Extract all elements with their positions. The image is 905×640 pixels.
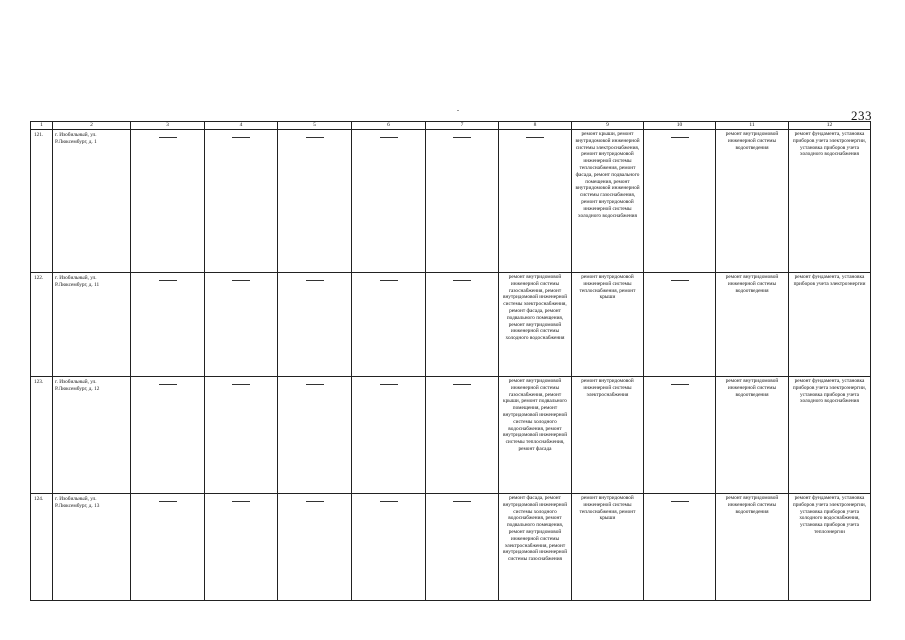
empty-cell-dash — [131, 130, 205, 273]
work-list-col9: ремонт внутридомовой инженерной системы электроснабжения — [572, 377, 644, 494]
empty-cell-dash — [278, 494, 352, 601]
empty-cell-dash — [352, 273, 426, 377]
empty-cell-dash — [644, 130, 716, 273]
empty-cell-dash — [278, 377, 352, 494]
empty-cell-dash — [426, 273, 499, 377]
empty-cell-dash — [205, 377, 278, 494]
empty-cell-dash — [352, 130, 426, 273]
work-list-col12: ремонт фундамента, установка приборов учета электроэнергии, установка приборов учета холодного водоснабжения — [789, 377, 871, 494]
empty-cell-dash — [131, 494, 205, 601]
work-list-col11: ремонт внутридомовой инженерной системы водоотведения — [716, 377, 789, 494]
row-number: 122. — [31, 273, 53, 377]
empty-cell-dash — [644, 273, 716, 377]
work-list-col9: ремонт крыши, ремонт внутридомовой инженерной системы электроснабжения, ремонт внутридомовой инженерной системы теплоснабжения, ремонт фасада, ремонт подвального помещения, ремонт внутридомовой инженерной системы газоснабжения, ремонт внутридомовой инженерной системы холодного водоснабжения — [572, 130, 644, 273]
col-header-6: 6 — [352, 122, 426, 130]
table-row — [31, 130, 871, 273]
empty-cell-dash — [426, 130, 499, 273]
work-list-col11: ремонт внутридомовой инженерной системы водоотведения — [716, 130, 789, 273]
table-row — [31, 377, 871, 494]
col-header-1: 1 — [31, 122, 53, 130]
empty-cell-dash — [644, 377, 716, 494]
repair-registry-table — [30, 121, 871, 601]
empty-cell-dash — [131, 273, 205, 377]
col-header-11: 11 — [716, 122, 789, 130]
empty-cell-dash — [205, 273, 278, 377]
work-list-col9: ремонт внутридомовой инженерной системы теплоснабжения, ремонт крыши — [572, 273, 644, 377]
work-list-col11: ремонт внутридомовой инженерной системы водоотведения — [716, 494, 789, 601]
empty-cell-dash — [278, 130, 352, 273]
page-number: 233 — [851, 108, 872, 123]
work-list-col12: ремонт фундамента, установка приборов учета электроэнергии — [789, 273, 871, 377]
col-header-5: 5 — [278, 122, 352, 130]
row-address: г. Изобильный, ул. Р.Люксембург, д. 11 — [53, 273, 131, 377]
header-row — [31, 122, 871, 130]
row-number: 121. — [31, 130, 53, 273]
col-header-12: 12 — [789, 122, 871, 130]
work-list-col12: ремонт фундамента, установка приборов учета электроэнергии, установка приборов учета холодного водоснабжения — [789, 130, 871, 273]
work-list-col8: ремонт внутридомовой инженерной системы газоснабжения, ремонт крыши, ремонт подвального помещения, ремонт внутридомовой инженерной системы холодного водоснабжения, ремонт внутридомовой инженерной системы теплоснабжения, ремонт фасада — [499, 377, 572, 494]
row-address: г. Изобильный, ул. Р.Люксембург, д. 13 — [53, 494, 131, 601]
row-address: г. Изобильный, ул. Р.Люксембург, д. 12 — [53, 377, 131, 494]
empty-cell-dash — [205, 494, 278, 601]
col-header-4: 4 — [205, 122, 278, 130]
scan-artifact — [457, 110, 459, 111]
col-header-3: 3 — [131, 122, 205, 130]
empty-cell-dash — [499, 130, 572, 273]
row-address: г. Изобильный, ул. Р.Люксембург, д. 1 — [53, 130, 131, 273]
col-header-2: 2 — [53, 122, 131, 130]
empty-cell-dash — [426, 494, 499, 601]
work-list-col8: ремонт фасада, ремонт внутридомовой инженерной системы холодного водоснабжения, ремонт подвального помещения, ремонт внутридомовой инженерной системы электроснабжения, ремонт внутридомовой инженерной системы газоснабжения — [499, 494, 572, 601]
empty-cell-dash — [278, 273, 352, 377]
work-list-col12: ремонт фундамента, установка приборов учета электроэнергии, установка приборов учета холодного водоснабжения, установка приборов учета теплоэнергии — [789, 494, 871, 601]
table-row — [31, 494, 871, 601]
empty-cell-dash — [205, 130, 278, 273]
empty-cell-dash — [352, 377, 426, 494]
col-header-8: 8 — [499, 122, 572, 130]
empty-cell-dash — [644, 494, 716, 601]
empty-cell-dash — [131, 377, 205, 494]
work-list-col8: ремонт внутридомовой инженерной системы газоснабжения, ремонт внутридомовой инженерной системы электроснабжения, ремонт фасада, ремонт подвального помещения, ремонт внутридомовой инженерной системы холодного водоснабжения — [499, 273, 572, 377]
row-number: 123. — [31, 377, 53, 494]
work-list-col9: ремонт внутридомовой инженерной системы теплоснабжения, ремонт крыши — [572, 494, 644, 601]
empty-cell-dash — [426, 377, 499, 494]
work-list-col11: ремонт внутридомовой инженерной системы водоотведения — [716, 273, 789, 377]
col-header-9: 9 — [572, 122, 644, 130]
table-row — [31, 273, 871, 377]
col-header-7: 7 — [426, 122, 499, 130]
row-number: 124. — [31, 494, 53, 601]
empty-cell-dash — [352, 494, 426, 601]
col-header-10: 10 — [644, 122, 716, 130]
